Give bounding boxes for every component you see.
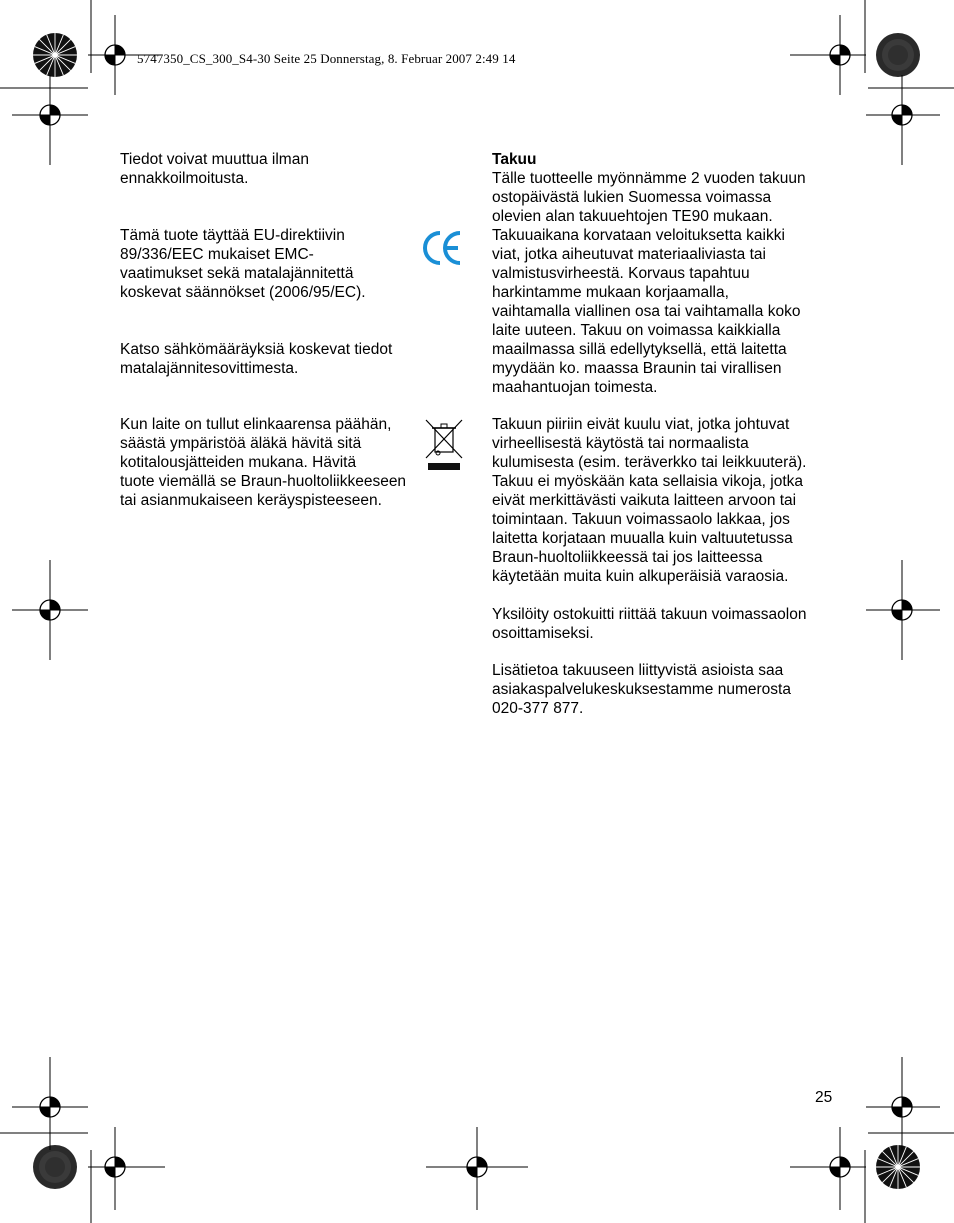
eu-directive-text: Tämä tuote täyttää EU-direktiivin 89/336/EEC mukaiset EMC- vaatimukset sekä matalajännitettä koskevat säännökset (2006/95/EC). xyxy=(120,227,366,301)
page-number: 25 xyxy=(815,1089,833,1106)
warranty-heading: Takuu xyxy=(492,151,537,168)
change-notice: Tiedot voivat muuttua ilman ennakkoilmoitusta. xyxy=(120,151,309,187)
warranty-paragraph-2: Takuun piiriin eivät kuulu viat, jotka johtuvat virheellisestä käytöstä tai normaalista kulumisesta (esim. teräverkko tai leikkuuterä). Takuu ei myöskään kata sellaisia vikoja, jotka eivät merkittävästi vaikuta laitteen arvoon tai toimintaan. Takuun voimassaolo lakkaa, jos laitetta korjataan muualla kuin valtuutetussa Braun-huoltoliikkeessä tai jos laitteessa käytetään muita kuin alkuperäisiä varaosia. xyxy=(492,416,807,585)
disposal-text: Kun laite on tullut elinkaarensa päähän, säästä ympäristöä äläkä hävitä sitä kotitalousjätteiden mukana. Hävitä tuote viemällä se Braun-huoltoliikkeeseen tai asianmukaiseen keräyspisteeseen. xyxy=(120,416,407,509)
ce-mark-icon xyxy=(422,229,464,267)
warranty-paragraph-4: Lisätietoa takuuseen liittyvistä asioista saa asiakaspalvelukeskuksestamme numerosta 020-377 877. xyxy=(492,662,791,717)
electrical-regulations-text: Katso sähkömääräyksiä koskevat tiedot matalajännitesovittimesta. xyxy=(120,341,393,377)
print-slug-header: 5747350_CS_300_S4-30 Seite 25 Donnerstag, 8. Februar 2007 2:49 14 xyxy=(137,51,516,66)
warranty-paragraph-3: Yksilöity ostokuitti riittää takuun voimassaolon osoittamiseksi. xyxy=(492,606,807,642)
crossed-out-wheelie-bin-icon xyxy=(424,418,464,472)
warranty-paragraph-1: Tälle tuotteelle myönnämme 2 vuoden takuun ostopäivästä lukien Suomessa voimassa olevien alan takuuehtojen TE90 mukaan. Takuuaikana korvataan veloituksetta kaikki viat, jotka aiheutuvat materiaaliviasta tai valmistusvirheestä. Korvaus tapahtuu harkintamme mukaan korjaamalla, vaihtamalla viallinen osa tai vaihtamalla koko laite uuteen. Takuu on voimassa kaikkialla maailmassa sillä edellytyksellä, että laitetta myydään ko. maassa Braunin tai virallisen maahantuojan toimesta. xyxy=(492,170,806,396)
